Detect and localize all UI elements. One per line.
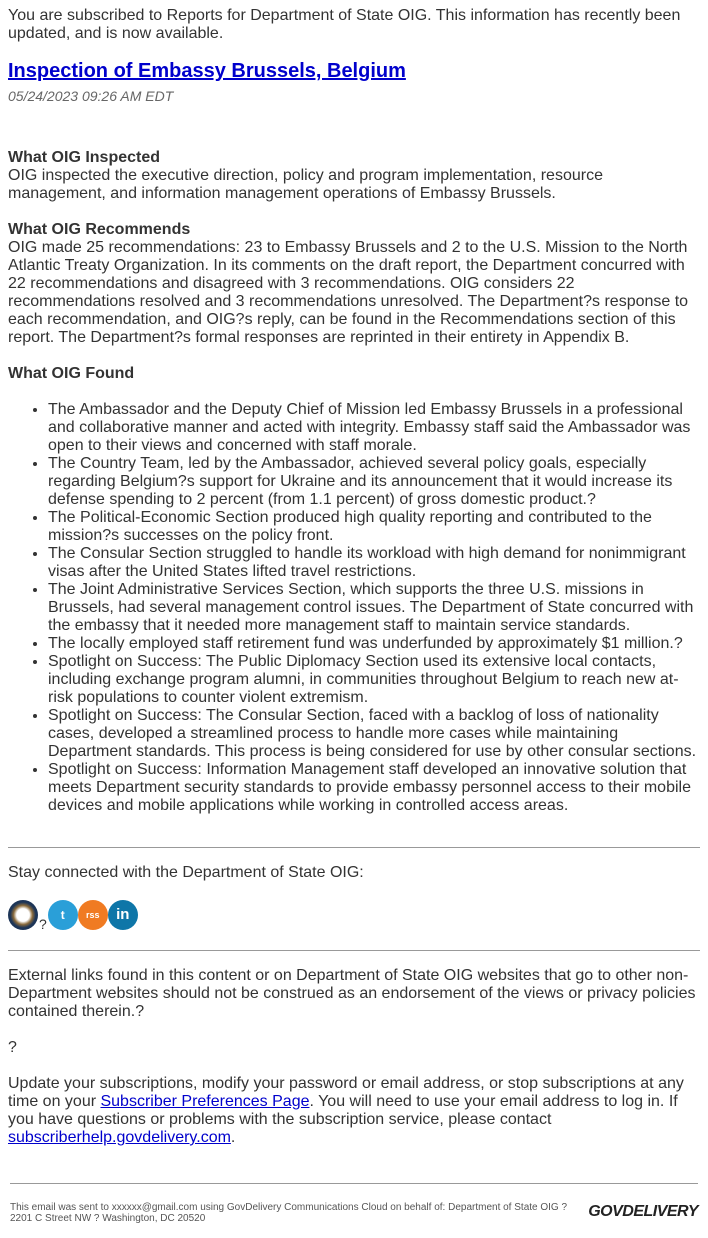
update-text bbox=[8, 1075, 700, 1147]
subscriber-preferences-link[interactable]: Subscriber Preferences Page bbox=[100, 1093, 310, 1110]
list-item: • Spotlight on Success: The Public Diplomacy Section used its extensive local contacts, including exchange program alumni, in communities throughout Belgium to reach new at-risk populations to counter violent extremism. bbox=[48, 653, 700, 707]
stay-connected-text: Stay connected with the Department of State OIG: bbox=[8, 864, 364, 881]
list-item: • Spotlight on Success: The Consular Section, faced with a backlog of loss of nationality cases, developed a streamlined process to handle more cases while maintaining Department standards. This process is being considered for use by other consular sections. bbox=[48, 707, 700, 761]
list-item: • The Country Team, led by the Ambassador, achieved several policy goals, especially regarding Belgium?s support for Ukraine and its announcement that it would increase its defense spending to 2 percent (from 1.1 percent) of gross domestic product.? bbox=[48, 455, 700, 509]
social-links bbox=[8, 900, 700, 930]
inspected-heading: What OIG Inspected bbox=[8, 149, 161, 166]
update-post: . bbox=[230, 1129, 236, 1146]
list-item: • The Ambassador and the Deputy Chief of Mission led Embassy Brussels in a professional and collaborative manner and acted with integrity. Embassy staff said the Ambassador was open to their views and concerned with staff morale. bbox=[48, 401, 700, 455]
recommends-text: OIG made 25 recommendations: 23 to Embassy Brussels and 2 to the U.S. Mission to the North Atlantic Treaty Organization. In its comments on the draft report, the Department concurred with 22 recommendations and disagreed with 3 recommendations. OIG considers 22 recommendations resolved and 3 recommendations unresolved. The Department?s response to each recommendation, and OIG?s reply, can be found in the Recommendations section of this report. The Department?s formal responses are reprinted in their entirety in Appendix B. bbox=[8, 239, 689, 346]
found-heading: What OIG Found bbox=[8, 365, 135, 382]
disclaimer-text: External links found in this content or on Department of State OIG websites that go to other non-Department websites should not be construed as an endorsement of the views or privacy policies contained therein.? bbox=[8, 967, 696, 1020]
list-item: • Spotlight on Success: Information Management staff developed an innovative solution that meets Department security standards to provide embassy personnel access to their mobile devices and mobile applications while working in controlled access areas. bbox=[48, 761, 700, 815]
subscriber-help-link[interactable]: subscriberhelp.govdelivery.com bbox=[8, 1129, 231, 1146]
list-item: • The Consular Section struggled to handle its workload with high demand for nonimmigrant visas after the United States lifted travel restrictions. bbox=[48, 545, 700, 581]
twitter-icon[interactable]: t bbox=[48, 900, 78, 930]
intro-text: You are subscribed to Reports for Department of State OIG. This information has recently been updated, and is now available. bbox=[8, 7, 681, 42]
list-item: • The Political-Economic Section produced high quality reporting and contributed to the mission?s successes on the policy front. bbox=[48, 509, 700, 545]
list-item: • The Joint Administrative Services Section, which supports the three U.S. missions in Brussels, had several management control issues. The Department of State concurred with the embassy that it needed more management staff to maintain service standards. bbox=[48, 581, 700, 635]
inspected-text: OIG inspected the executive direction, policy and program implementation, resource management, and information management operations of Embassy Brussels. bbox=[8, 167, 603, 202]
divider bbox=[8, 950, 700, 951]
state-seal-icon[interactable] bbox=[8, 900, 38, 930]
findings-list bbox=[8, 401, 700, 815]
divider bbox=[8, 847, 700, 848]
separator-text: ? bbox=[39, 916, 47, 932]
rss-icon[interactable]: rss bbox=[78, 900, 108, 930]
question-mark-text: ? bbox=[8, 1039, 17, 1056]
report-date: 05/24/2023 09:26 AM EDT bbox=[8, 88, 174, 104]
list-item: • The locally employed staff retirement fund was underfunded by approximately $1 million.? bbox=[48, 635, 700, 653]
update-pre: Update your subscriptions, modify your password or email address, or stop subscriptions at any time on your bbox=[8, 1075, 684, 1110]
recommends-heading: What OIG Recommends bbox=[8, 221, 191, 238]
report-title-link[interactable]: Inspection of Embassy Brussels, Belgium bbox=[8, 60, 406, 82]
footer-line-1: This email was sent to xxxxxx@gmail.com using GovDelivery Communications Cloud on behalf of: Department of State OIG ? bbox=[10, 1202, 568, 1213]
update-mid: . You will need to use your email address to log in. If you have questions or problems with the subscription service, please contact bbox=[8, 1093, 678, 1128]
footer-line-2: 2201 C Street NW ? Washington, DC 20520 bbox=[10, 1213, 206, 1224]
footer bbox=[10, 1183, 698, 1224]
govdelivery-logo: GOVDELIVERY bbox=[588, 1203, 698, 1220]
linkedin-icon[interactable]: in bbox=[108, 900, 138, 930]
